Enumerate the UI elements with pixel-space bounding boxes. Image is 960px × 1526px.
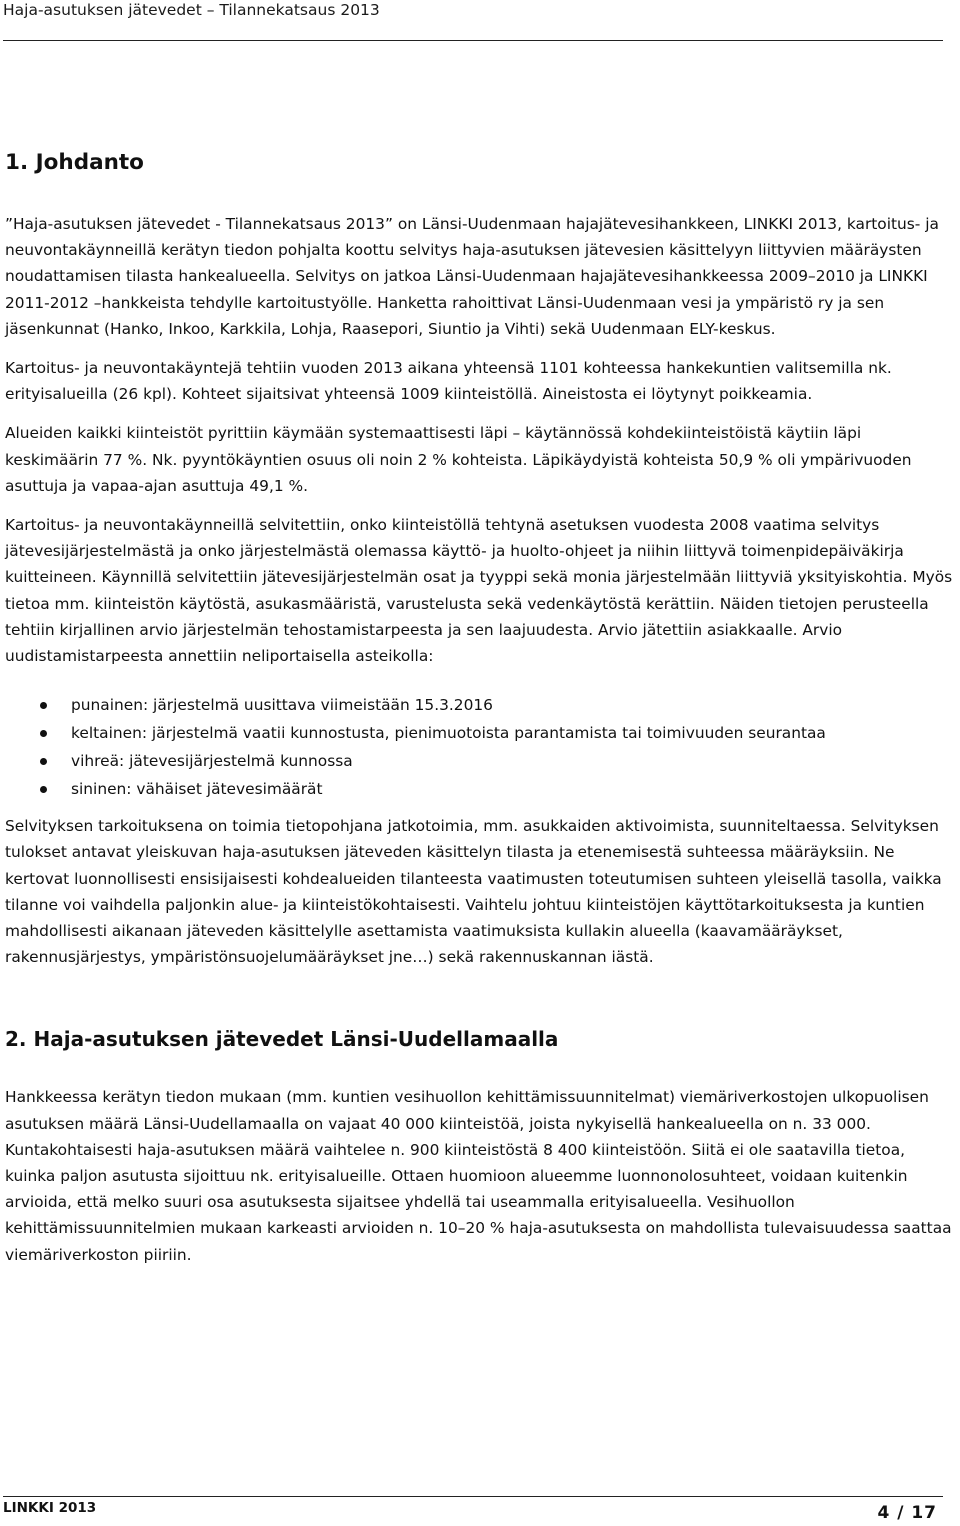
list-item-text: punainen: järjestelmä uusittava viimeistään 15.3.2016 [71,696,493,715]
list-item [5,747,953,775]
footer-project-name: LINKKI 2013 [3,1500,97,1516]
list-item-text: sininen: vähäiset jätevesimäärät [71,780,323,799]
bullet-icon [40,786,47,793]
list-item [5,719,953,747]
header-title: Haja-asutuksen jätevedet – Tilannekatsaus 2013 [3,1,380,19]
page-footer [3,1496,943,1523]
bullet-icon [40,702,47,709]
list-item [5,691,953,719]
intro-paragraph-3: Alueiden kaikki kiinteistöt pyrittiin käymään systemaattisesti läpi – käytännössä kohdekiinteistöistä käytiin läpi keskimäärin 77 %. Nk. pyyntökäyntien osuus oli noin 2 % kohteista. Läpikäydyistä kohteista 50,9 % oli ympärivuoden asuttuja ja vapaa-ajan asuttuja 49,1 %. [5,424,912,495]
list-item-text: vihreä: jätevesijärjestelmä kunnossa [71,752,353,771]
page-number: 4 / 17 [877,1503,937,1523]
section-2-heading: 2. Haja-asutuksen jätevedet Länsi-Uudellamaalla [5,1027,559,1052]
intro-paragraph-1: ”Haja-asutuksen jätevedet - Tilannekatsaus 2013” on Länsi-Uudenmaan hajajätevesihankkeen, LINKKI 2013, kartoitus- ja neuvontakäynneillä kerätyn tiedon pohjalta koottu selvitys haja-asutuksen jätevesien käsittelyyn liittyvien määräysten noudattamisen tilasta hankealueella. Selvitys on jatkoa Länsi-Uudenmaan hajajätevesihankkeessa 2009–2010 ja LINKKI 2011-2012 –hankkeista tehdylle kartoitustyölle. Hanketta rahoittivat Länsi-Uudenmaan vesi ja ympäristö ry ja sen jäsenkunnat (Hanko, Inkoo, Karkkila, Lohja, Raasepori, Siuntio ja Vihti) sekä Uudenmaan ELY-keskus. [5,215,939,338]
page-content [5,150,953,1268]
section-1-heading: 1. Johdanto [5,150,144,175]
section-2-paragraph: Hankkeessa kerätyn tiedon mukaan (mm. kuntien vesihuollon kehittämissuunnitelmat) viemäriverkostojen ulkopuolisen asutuksen määrä Länsi-Uudellamaalla on vajaat 40 000 kiinteistöä, joista nykyisellä hankealueella on n. 33 000. Kuntakohtaisesti haja-asutuksen määrä vaihtelee n. 900 kiinteistöstä 8 400 kiinteistöön. Siitä ei ole saatavilla tietoa, kuinka paljon asutusta sijoittuu nk. erityisalueille. Ottaen huomioon alueemme luonnonolosuhteet, voidaan kuitenkin arvioida, että melko suuri osa asutuksesta sijaitsee yhdellä tai useammalla erityisalueella. Vesihuollon kehittämissuunnitelmien mukaan karkeasti arvioiden n. 10–20 % haja-asutuksesta on mahdollista tulevaisuudessa saattaa viemäriverkoston piiriin. [5,1088,952,1264]
intro-paragraph-2: Kartoitus- ja neuvontakäyntejä tehtiin vuoden 2013 aikana yhteensä 1101 kohteessa hankekuntien valitsemilla nk. erityisalueilla (26 kpl). Kohteet sijaitsivat yhteensä 1009 kiinteistöllä. Aineistosta ei löytynyt poikkeamia. [5,359,892,404]
bullet-icon [40,730,47,737]
intro-paragraph-4: Kartoitus- ja neuvontakäynneillä selvitettiin, onko kiinteistöllä tehtynä asetuksen vuodesta 2008 vaatima selvitys jätevesijärjestelmästä ja onko järjestelmästä olemassa käyttö- ja huolto-ohjeet ja niihin liittyvä toimenpidepäiväkirja kuitteineen. Käynnillä selvitettiin jätevesijärjestelmän osat ja tyyppi sekä monia järjestelmään liittyviä yksityiskohtia. Myös tietoa mm. kiinteistön käytöstä, asukasmääristä, varustelusta sekä vedenkäytöstä kerättiin. Näiden tietojen perusteella tehtiin kirjallinen arvio järjestelmän tehostamistarpeesta ja sen laajuudesta. Arvio jätettiin asiakkaalle. Arvio uudistamistarpeesta annettiin neliportaisella asteikolla: [5,516,953,666]
list-item [5,775,953,803]
bullet-icon [40,758,47,765]
intro-paragraph-5: Selvityksen tarkoituksena on toimia tietopohjana jatkotoimia, mm. asukkaiden aktivoimista, suunniteltaessa. Selvityksen tulokset antavat yleiskuvan haja-asutuksen jäteveden käsittelyn tilasta ja etenemisestä suhteessa määräyksiin. Ne kertovat luonnollisesti ensisijaisesti kohdealueiden tilanteesta vaatimusten toteutumisen suhteen yleisellä tasolla, vaikka tilanne voi vaihdella paljonkin alue- ja kiinteistökohtaisesti. Vaihtelu johtuu kiinteistöjen käyttötarkoituksesta ja kuntien mahdollisesti aikanaan jäteveden käsittelylle asettamista vaatimuksista kullakin alueella (kaavamääräykset, rakennusjärjestys, ympäristönsuojelumääräykset jne…) sekä rakennuskannan iästä. [5,817,942,967]
page-header [3,0,943,41]
list-item-text: keltainen: järjestelmä vaatii kunnostusta, pienimuotoista parantamista tai toimivuuden seurantaa [71,724,826,743]
rating-scale-list [5,691,953,803]
